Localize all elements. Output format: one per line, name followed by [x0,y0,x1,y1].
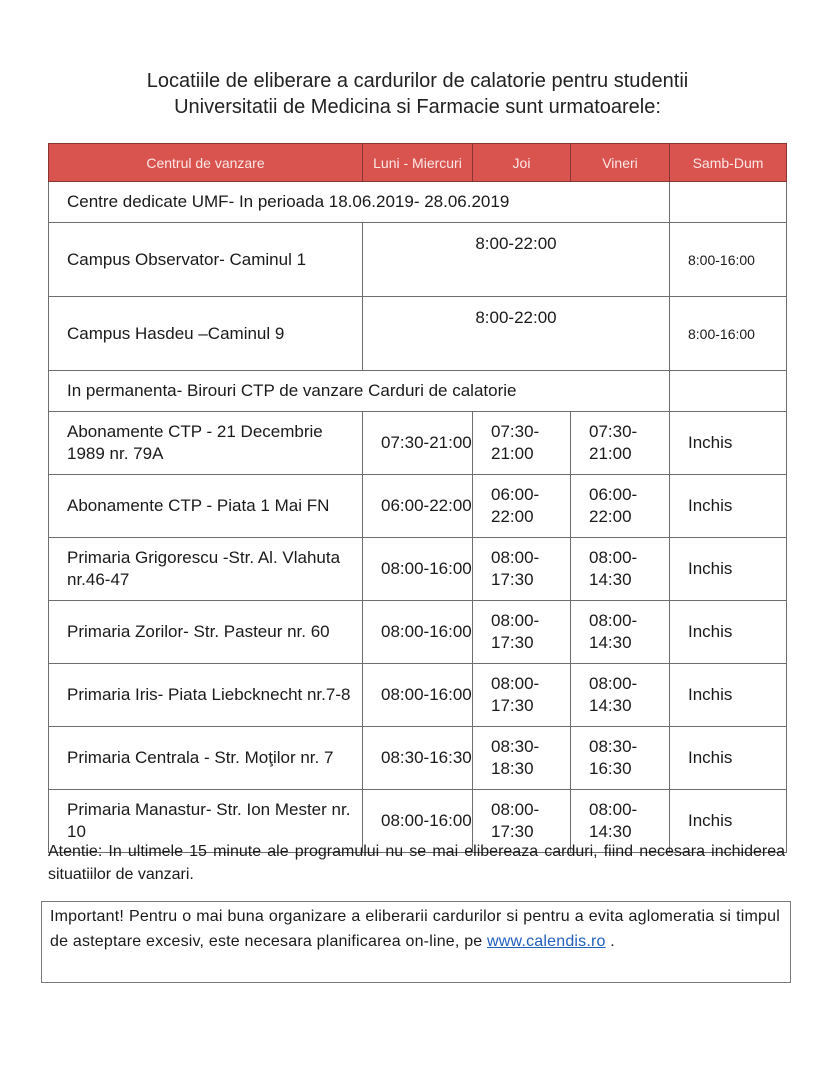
hours-weekend: Inchis [670,475,787,538]
table-row [49,601,787,664]
location-name: Primaria Iris- Piata Liebcknecht nr.7-8 [49,664,363,727]
hours-weekend: Inchis [670,790,787,853]
hours-weekend: Inchis [670,538,787,601]
location-name: Abonamente CTP - 21 Decembrie 1989 nr. 79A [49,412,363,475]
hours-mon-wed: 08:30-16:30 [363,727,473,790]
title-line-1: Locatiile de eliberare a cardurilor de calatorie pentru studentii [146,70,689,92]
hours-mon-wed: 08:00-16:00 [363,790,473,853]
hours-thu: 08:00-17:30 [473,664,571,727]
col-header-weekend: Samb-Dum [670,144,787,182]
empty-cell [670,371,787,412]
col-header-center: Centrul de vanzare [49,144,363,182]
section-title: In permanenta- Birouri CTP de vanzare Carduri de calatorie [49,371,670,412]
hours-thu: 08:30-18:30 [473,727,571,790]
table-row [49,412,787,475]
hours-fri: 08:00-14:30 [571,664,670,727]
hours-fri: 08:00-14:30 [571,790,670,853]
hours-weekend: Inchis [670,664,787,727]
location-name: Primaria Centrala - Str. Moţilor nr. 7 [49,727,363,790]
title-line-2: Universitatii de Medicina si Farmacie sunt urmatoarele: [174,96,661,118]
hours-thu: 08:00-17:30 [473,601,571,664]
section-row-umf [49,182,787,223]
hours-thu: 08:00-17:30 [473,790,571,853]
hours-thu: 06:00-22:00 [473,475,571,538]
hours-thu: 08:00-17:30 [473,538,571,601]
table-header-row [49,144,787,182]
table-row [49,223,787,297]
important-box [41,901,791,983]
hours-mon-wed: 08:00-16:00 [363,538,473,601]
hours-mon-wed: 08:00-16:00 [363,601,473,664]
location-name: Primaria Grigorescu -Str. Al. Vlahuta nr.46-47 [49,538,363,601]
weekend-hours: 8:00-16:00 [670,223,787,297]
table-row [49,538,787,601]
table-row [49,475,787,538]
hours-weekend: Inchis [670,412,787,475]
table-row [49,727,787,790]
location-name: Campus Hasdeu –Caminul 9 [49,297,363,371]
location-name: Primaria Manastur- Str. Ion Mester nr. 10 [49,790,363,853]
col-header-mon-wed: Luni - Miercuri [363,144,473,182]
hours-fri: 08:00-14:30 [571,538,670,601]
hours-mon-wed: 07:30-21:00 [363,412,473,475]
table-row [49,664,787,727]
empty-cell [670,182,787,223]
section-title: Centre dedicate UMF- In perioada 18.06.2019- 28.06.2019 [49,182,670,223]
important-suffix: . [605,933,615,950]
weekday-hours: 8:00-22:00 [363,223,670,297]
calendis-link[interactable]: www.calendis.ro [487,933,606,950]
table-row [49,297,787,371]
col-header-thu: Joi [473,144,571,182]
location-name: Campus Observator- Caminul 1 [49,223,363,297]
hours-weekend: Inchis [670,727,787,790]
hours-weekend: Inchis [670,601,787,664]
hours-mon-wed: 06:00-22:00 [363,475,473,538]
important-text: Important! Pentru o mai buna organizare a eliberarii cardurilor si pentru a evita aglomeratia si timpul de asteptare excesiv, este necesara planificarea on-line, pe [50,908,780,950]
hours-mon-wed: 08:00-16:00 [363,664,473,727]
weekend-hours: 8:00-16:00 [670,297,787,371]
page-title [0,68,835,120]
location-name: Abonamente CTP - Piata 1 Mai FN [49,475,363,538]
col-header-fri: Vineri [571,144,670,182]
location-name: Primaria Zorilor- Str. Pasteur nr. 60 [49,601,363,664]
section-row-ctp [49,371,787,412]
attention-note: Atentie: In ultimele 15 minute ale programului nu se mai elibereaza carduri, fiind necesara inchiderea situatiilor de vanzari. [48,843,785,883]
schedule-table [48,143,787,853]
hours-fri: 06:00-22:00 [571,475,670,538]
hours-fri: 08:00-14:30 [571,601,670,664]
weekday-hours: 8:00-22:00 [363,297,670,371]
hours-fri: 08:30-16:30 [571,727,670,790]
hours-thu: 07:30-21:00 [473,412,571,475]
hours-fri: 07:30-21:00 [571,412,670,475]
